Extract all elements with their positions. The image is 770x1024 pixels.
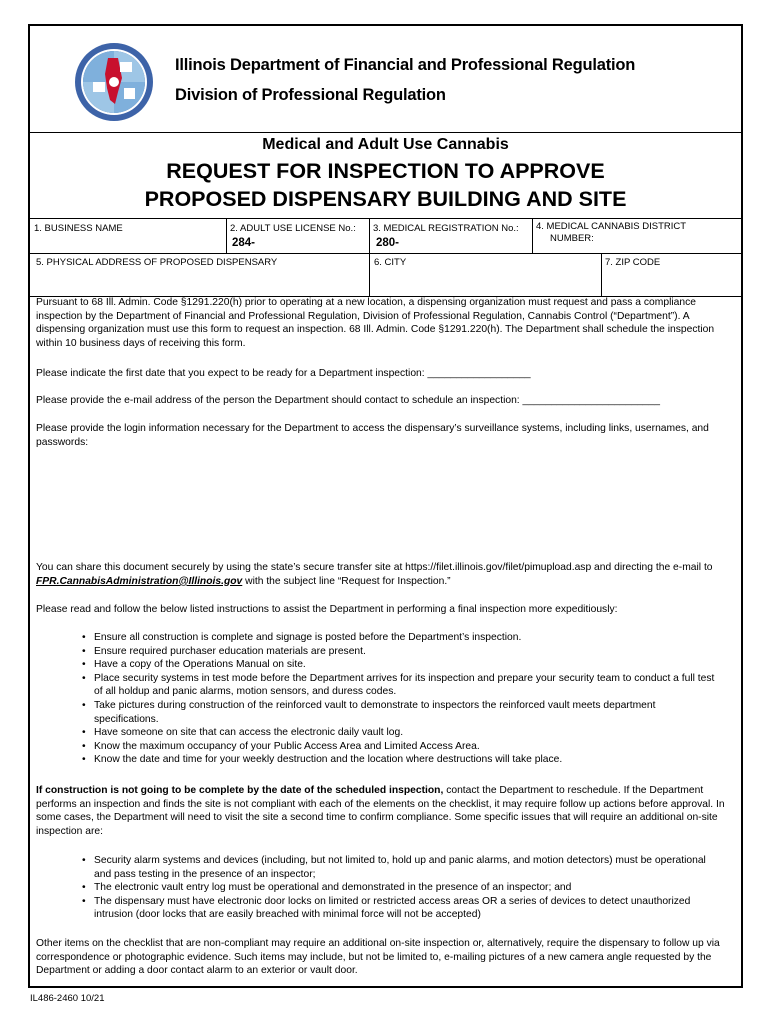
form-title-line2: PROPOSED DISPENSARY BUILDING AND SITE [144,187,627,211]
share-text-b: with the subject line “Request for Inspection.” [242,575,451,587]
form-header [30,26,741,133]
idfpr-seal-icon [74,42,154,122]
closing-paragraph: Other items on the checklist that are non-compliant may require an additional on-site inspection or, alternatively, require the dispensary to follow up via correspondence or photographic evidence. Such items may include, but not be limited to, e-mailing pictures of a new camera angle requested by the Department or adding a door contact alarm to an exterior or vault door. [36,938,720,977]
physical-address-field[interactable]: 5. PHYSICAL ADDRESS OF PROPOSED DISPENSARY [36,257,278,268]
list-item: • Place security systems in test mode before the Department arrives for its inspection and prepare your security team to conduct a full test of all holdup and panic alarms, motion sensors, and duress codes. [82,672,722,699]
share-paragraph [36,561,736,588]
form-subtitle: Medical and Adult Use Cannabis [262,136,509,153]
list-item: • Ensure all construction is complete and signage is posted before the Department’s inspection. [82,631,722,645]
division-name: Division of Professional Regulation [175,86,446,104]
reschedule-text: contact the Department to reschedule. If the Department performs an inspection and finds the site is not compliant with each of the elements on the checklist, it may require follow up actions before approval. In some cases, the Department will need to visit the site a second time to confirm compliance. Some specific issues that will require an additional on-site inspection are: [36,785,725,837]
medical-registration-field[interactable]: 3. MEDICAL REGISTRATION No.: [373,223,519,234]
login-question[interactable]: Please provide the login information necessary for the Department to access the dispensary’s surveillance systems, including links, usernames, and passwords: [36,423,709,448]
list-item: • Know the date and time for your weekly destruction and the location where destructions will take place. [82,753,722,767]
reschedule-bold: If construction is not going to be complete by the date of the scheduled inspection, [36,785,444,796]
list-item: • Ensure required purchaser education materials are present. [82,645,722,659]
reschedule-paragraph [36,784,736,838]
list-item: • The dispensary must have electronic door locks on limited or restricted access areas OR a series of devices to detect unauthorized intrusion (door locks that are easily breached with minimal force will not be accepted) [82,895,722,922]
intro-paragraph [36,296,736,350]
district-field-label[interactable]: 4. MEDICAL CANNABIS DISTRICT [536,221,687,232]
list-item: • Take pictures during construction of the reinforced vault to demonstrate to inspectors the reinforced vault meets department specifications. [82,699,722,726]
business-name-field[interactable]: 1. BUSINESS NAME [34,223,123,234]
business-info-grid [30,218,741,297]
district-field-label-2: NUMBER: [550,233,594,244]
form-title-line1: REQUEST FOR INSPECTION TO APPROVE [166,159,605,183]
cannabis-admin-email-link[interactable]: FPR.CannabisAdministration@Illinois.gov [36,575,243,587]
zip-field[interactable]: 7. ZIP CODE [605,257,661,268]
adult-use-license-prefix: 284- [232,237,256,249]
agency-name: Illinois Department of Financial and Professional Regulation [175,56,636,74]
form-number: IL486-2460 10/21 [30,993,105,1004]
list-item: • Have a copy of the Operations Manual on site. [82,658,722,672]
list-item: • The electronic vault entry log must be operational and demonstrated in the presence of an inspector; and [82,881,722,895]
list-item: • Know the maximum occupancy of your Public Access Area and Limited Access Area. [82,740,722,754]
list-item: • Security alarm systems and devices (including, but not limited to, hold up and panic alarms, and motion detectors) must be operational and pass testing in the presence of an inspector; [82,854,722,881]
email-question[interactable]: Please provide the e-mail address of the person the Department should contact to schedule an inspection: ________________________ [36,395,660,406]
list-item: • Have someone on site that can access the electronic daily vault log. [82,726,722,740]
city-field[interactable]: 6. CITY [374,257,407,268]
medical-registration-prefix: 280- [376,237,400,249]
instructions-list [82,631,722,767]
issues-list [82,854,722,922]
date-question[interactable]: Please indicate the first date that you expect to be ready for a Department inspection: __________________ [36,368,531,379]
share-text-a: You can share this document securely by using the state’s secure transfer site at https://filet.illinois.gov/filet/pimupload.asp and directing the e-mail to [36,562,713,573]
instructions-intro: Please read and follow the below listed instructions to assist the Department in performing a final inspection more expeditiously: [36,604,618,615]
form-frame [28,24,743,988]
adult-use-license-field[interactable]: 2. ADULT USE LICENSE No.: [230,223,356,234]
intro-text: Pursuant to 68 Ill. Admin. Code §1291.220(h) prior to operating at a new location, a dispensing organization must request and pass a compliance inspection by the Department of Financial and Professional Regulation, Division of Professional Regulation, Cannabis Control (“Department”). A dispensing organization must use this form to request an inspection. 68 Ill. Admin. Code §1291.220(h). The Department shall schedule the inspection within 10 business days of receiving this form. [36,297,715,349]
